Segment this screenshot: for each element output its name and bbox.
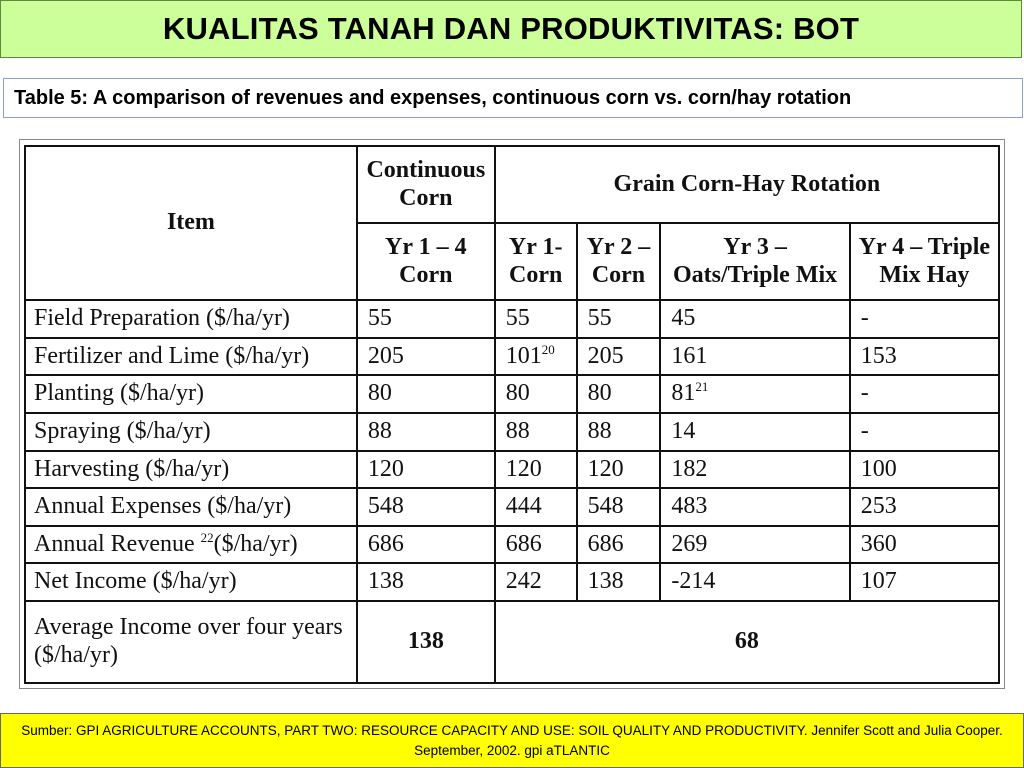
- table-cell: [850, 413, 999, 451]
- table-cell: [357, 338, 495, 376]
- table-cell: [660, 300, 849, 338]
- cell-value: 360: [860, 530, 897, 557]
- cell-value: 45: [671, 305, 696, 332]
- table-cell: [577, 451, 661, 489]
- cell-value: 81: [671, 380, 696, 407]
- cell-value: 101: [505, 342, 542, 369]
- cell-value: 100: [860, 455, 897, 482]
- table-row: [25, 526, 999, 564]
- table-cell: [850, 451, 999, 489]
- header-rotation: Grain Corn-Hay Rotation: [495, 146, 999, 223]
- cell-value: 88: [587, 417, 612, 444]
- row-item-label: Spraying ($/ha/yr): [25, 413, 357, 451]
- average-continuous-value: 138: [357, 601, 495, 683]
- row-item-label: Planting ($/ha/yr): [25, 375, 357, 413]
- table-cell: [577, 488, 661, 526]
- footnote-marker: 22: [200, 529, 214, 545]
- table-cell: [660, 451, 849, 489]
- row-item-label: [25, 526, 357, 564]
- table-cell: [577, 300, 661, 338]
- cell-value: 107: [860, 568, 897, 595]
- title-banner: [0, 0, 1022, 58]
- table-cell: [357, 488, 495, 526]
- cell-value: 55: [505, 305, 530, 332]
- table-cell: [850, 563, 999, 601]
- row-item-label: Net Income ($/ha/yr): [25, 563, 357, 601]
- cell-value: 55: [367, 305, 392, 332]
- table-row: [25, 413, 999, 451]
- average-rotation-value: 68: [495, 601, 999, 683]
- table-cell: [660, 338, 849, 376]
- table-cell: [495, 488, 577, 526]
- subheader-yr1-corn: Yr 1- Corn: [495, 223, 577, 300]
- table-cell: [660, 488, 849, 526]
- table-cell: [495, 563, 577, 601]
- subheader-yr1-4-corn: Yr 1 – 4 Corn: [357, 223, 495, 300]
- cell-value: 205: [587, 342, 624, 369]
- cell-value: 88: [505, 417, 530, 444]
- cell-value: 548: [367, 493, 404, 520]
- cell-value: 80: [505, 380, 530, 407]
- cell-value: 253: [860, 493, 897, 520]
- comparison-table: [24, 145, 1000, 684]
- cell-value: 138: [587, 568, 624, 595]
- table-cell: [850, 526, 999, 564]
- cell-value: 14: [671, 417, 696, 444]
- cell-value: -: [860, 417, 869, 444]
- cell-value: 120: [367, 455, 404, 482]
- table-cell: [577, 526, 661, 564]
- table-cell: [577, 413, 661, 451]
- footnote-marker: 21: [695, 379, 709, 395]
- table-cell: [357, 526, 495, 564]
- cell-value: 483: [671, 493, 708, 520]
- table-caption: Table 5: A comparison of revenues and expenses, continuous corn vs. corn/hay rotation: [14, 86, 852, 109]
- table-cell: [850, 488, 999, 526]
- subheader-yr4-hay: Yr 4 – Triple Mix Hay: [850, 223, 999, 300]
- table-cell: [577, 563, 661, 601]
- table-cell: [357, 300, 495, 338]
- header-continuous-corn: Continuous Corn: [357, 146, 495, 223]
- cell-value: 153: [860, 342, 897, 369]
- source-footer: [0, 713, 1024, 768]
- source-citation: Sumber: GPI AGRICULTURE ACCOUNTS, PART TWO: RESOURCE CAPACITY AND USE: SOIL QUALITY AND PRODUCTIVITY. Jennifer Scott and Julia Cooper. September, 2002. gpi aTLANTIC: [21, 723, 1003, 758]
- table-cell: [357, 413, 495, 451]
- table-cell: [577, 338, 661, 376]
- row-item-label-part: Annual Revenue: [34, 530, 201, 557]
- cell-value: 242: [505, 568, 542, 595]
- table-caption-box: [3, 78, 1023, 118]
- row-item-label: Fertilizer and Lime ($/ha/yr): [25, 338, 357, 376]
- table-cell: [660, 375, 849, 413]
- subheader-yr3-oats: Yr 3 – Oats/Triple Mix: [660, 223, 849, 300]
- cell-value: 161: [671, 342, 708, 369]
- table-cell: [660, 526, 849, 564]
- cell-value: -: [860, 380, 869, 407]
- table-cell: [495, 375, 577, 413]
- table-cell: [495, 526, 577, 564]
- cell-value: 444: [505, 493, 542, 520]
- row-item-label: Harvesting ($/ha/yr): [25, 451, 357, 489]
- header-item: Item: [25, 146, 357, 300]
- table-row: [25, 451, 999, 489]
- cell-value: 205: [367, 342, 404, 369]
- cell-value: -: [860, 305, 869, 332]
- cell-value: 686: [367, 530, 404, 557]
- cell-value: 120: [587, 455, 624, 482]
- footnote-marker: 20: [541, 341, 555, 357]
- table-cell: [357, 375, 495, 413]
- slide-title: KUALITAS TANAH DAN PRODUKTIVITAS: BOT: [162, 11, 860, 46]
- cell-value: 182: [671, 455, 708, 482]
- cell-value: 269: [671, 530, 708, 557]
- table-row: [25, 300, 999, 338]
- table-cell: [495, 413, 577, 451]
- table-cell: [850, 300, 999, 338]
- table-cell: [850, 338, 999, 376]
- table-frame: [19, 139, 1005, 689]
- table-row: [25, 488, 999, 526]
- cell-value: 80: [587, 380, 612, 407]
- table-cell: [357, 451, 495, 489]
- cell-value: 548: [587, 493, 624, 520]
- row-item-label: Annual Expenses ($/ha/yr): [25, 488, 357, 526]
- cell-value: 686: [587, 530, 624, 557]
- row-item-label: Field Preparation ($/ha/yr): [25, 300, 357, 338]
- table-cell: [660, 563, 849, 601]
- table-row: [25, 563, 999, 601]
- cell-value: 138: [367, 568, 404, 595]
- table-cell: [660, 413, 849, 451]
- table-cell: [577, 375, 661, 413]
- row-item-label-part: ($/ha/yr): [213, 530, 298, 557]
- table-row: [25, 338, 999, 376]
- cell-value: 55: [587, 305, 612, 332]
- table-cell: [850, 375, 999, 413]
- table-row-average: [25, 601, 999, 683]
- cell-value: 80: [367, 380, 392, 407]
- table-row: [25, 375, 999, 413]
- cell-value: 120: [505, 455, 542, 482]
- table-cell: [357, 563, 495, 601]
- cell-value: 686: [505, 530, 542, 557]
- subheader-yr2-corn: Yr 2 – Corn: [577, 223, 661, 300]
- table-cell: [495, 451, 577, 489]
- table-cell: [495, 338, 577, 376]
- cell-value: -214: [671, 568, 716, 595]
- row-item-label: Average Income over four years ($/ha/yr): [25, 601, 357, 683]
- table-cell: [495, 300, 577, 338]
- cell-value: 88: [367, 417, 392, 444]
